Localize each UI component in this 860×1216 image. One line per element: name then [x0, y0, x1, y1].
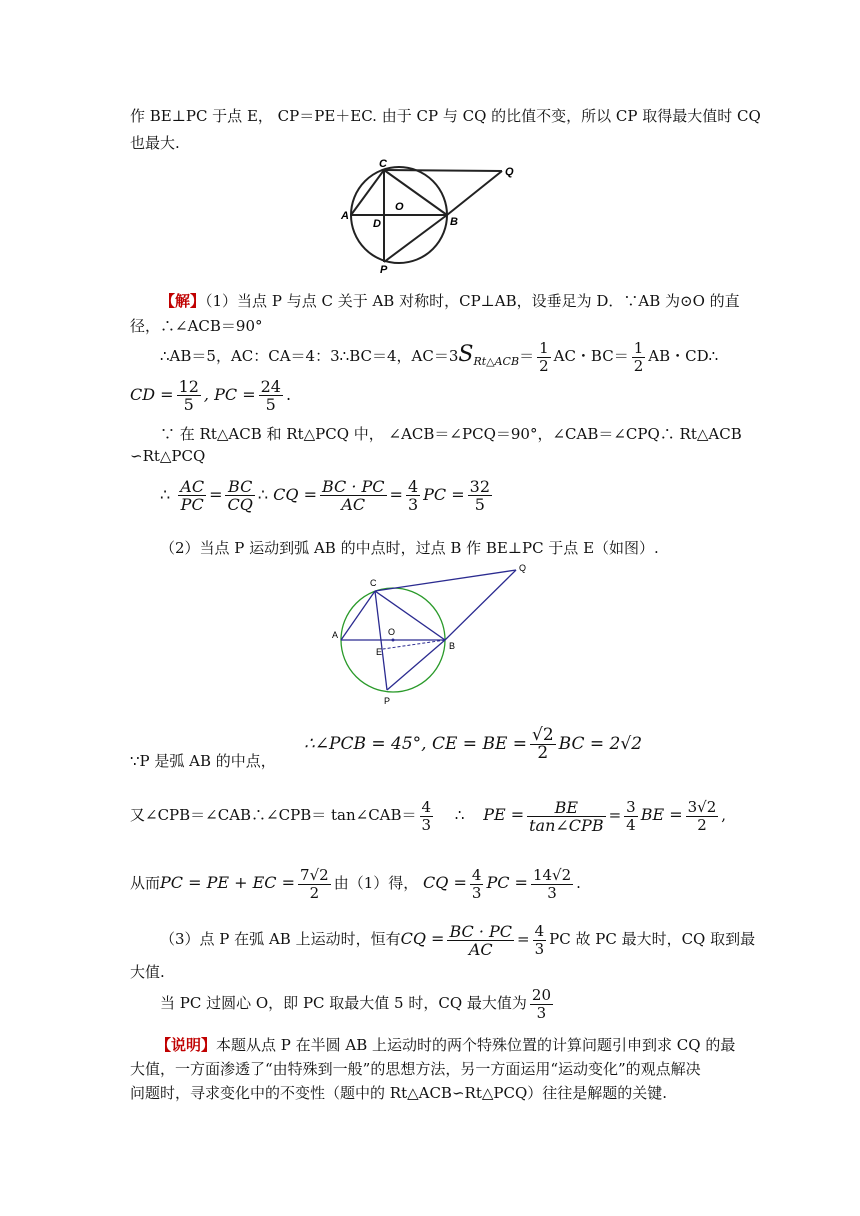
frac-4-3-c: $\frac{4}{3}$	[471, 865, 482, 902]
fig2-point-O	[392, 639, 395, 642]
fig2-label-Q: Q	[519, 563, 527, 573]
fig1-label-B: B	[450, 216, 458, 228]
frac-20-3: $\frac{20}{3}$	[531, 985, 551, 1022]
cq-eq-2: CQ =	[423, 873, 467, 892]
fig2-label-O: O	[388, 627, 396, 637]
solution-p2-formula	[304, 722, 642, 766]
frac-3sqrt2-2: $\frac{3√2}{2}$	[687, 797, 717, 834]
p3-line3-text: 当 PC 过圆心 O，即 PC 取最大值 5 时，CQ 最大值为	[160, 994, 527, 1012]
fig1-line-PB	[384, 215, 447, 262]
cd-label: CD =	[130, 385, 174, 404]
fig1-line-CB	[384, 170, 447, 215]
solution-p1-line-7	[160, 472, 495, 518]
comma-1: ,	[721, 806, 727, 824]
frac-32-5: $\frac{32}{5}$	[469, 477, 490, 514]
therefore-1: ∴	[160, 485, 171, 504]
p2-formula-a: ∴∠PCB = 45°, CE = BE =	[304, 734, 528, 754]
solution-p1-line-6: ∽Rt△PCQ	[130, 447, 206, 465]
frac-ac-pc: $\frac{AC}{PC}$	[180, 477, 205, 514]
frac-cd: $\frac{12}{5}$	[178, 377, 199, 414]
frac-3-4: $\frac{3}{4}$	[626, 797, 636, 834]
pc-eq: PC =	[423, 485, 465, 504]
fig1-label-D: D	[373, 218, 381, 230]
figure-2-diagram	[330, 558, 540, 718]
period-2: .	[576, 874, 581, 892]
pe-eq: PE =	[483, 805, 525, 824]
p1-line3-sub: Rt△ACB	[473, 355, 520, 368]
p1-line3-s: S	[458, 342, 474, 367]
eq-3: =	[608, 806, 622, 824]
eq-4: =	[517, 930, 530, 948]
p2-line3-b: ∴	[454, 806, 465, 824]
frac-bc-cq: $\frac{BC}{CQ}$	[227, 477, 253, 514]
note-line-1	[156, 1035, 735, 1055]
note-line-1-text: 本题从点 P 在半圆 AB 上运动时的两个特殊位置的计算问题引申到求 CQ 的最	[216, 1036, 736, 1054]
p2-line3-a: 又∠CPB＝∠CAB∴∠CPB＝ tan∠CAB＝	[130, 806, 417, 824]
period-1: .	[285, 385, 292, 404]
note-tag: 【说明】	[156, 1036, 217, 1054]
fig2-line-CB	[375, 591, 445, 640]
fig2-line-BQ	[445, 570, 516, 640]
therefore-2: ∴	[257, 485, 269, 504]
solution-p1-line-5: ∵ 在 Rt△ACB 和 Rt△PCQ 中， ∠ACB＝∠PCQ＝90°，∠CAB＝∠CPQ∴ Rt△ACB	[160, 425, 742, 443]
frac-pc: $\frac{24}{5}$	[260, 377, 281, 414]
frac-be-tan: $\frac{BE}{\text{tan∠CPB}}$	[529, 797, 604, 835]
p3-line1-a: （3）点 P 在弧 AB 上运动时，恒有	[160, 930, 401, 948]
note-line-3: 问题时，寻求变化中的不变性（题中的 Rt△ACB∽Rt△PCQ）往往是解题的关键.	[130, 1084, 668, 1102]
solution-p3-line-1	[160, 916, 755, 962]
fig1-label-Q: Q	[505, 166, 514, 178]
frac-4-3-d: $\frac{4}{3}$	[534, 921, 545, 958]
solution-p2-line-3	[130, 792, 726, 838]
p1-line3-a: ∴AB＝5，AC：CA＝4：3∴BC＝4，AC＝3	[160, 347, 459, 365]
p2-formula-b: BC = 2√2	[558, 734, 643, 754]
pc-eq-2: PC =	[486, 873, 528, 892]
solution-tag: 【解】	[160, 292, 206, 310]
p1-line3-c: ＝	[519, 347, 535, 365]
frac-half-2: $\frac{1}{2}$	[633, 338, 644, 375]
fig1-label-C: C	[379, 158, 387, 170]
fig2-label-C: C	[370, 578, 377, 588]
frac-7sqrt2-2: $\frac{7√2}{2}$	[300, 865, 329, 902]
p1-line3-d: AC・BC＝	[553, 347, 629, 365]
intro-line-1: 作 BE⊥PC 于点 E， CP＝PE＋EC. 由于 CP 与 CQ 的比值不变，所以 CP 取得最大值时 CQ	[130, 107, 761, 125]
fig2-line-PB	[387, 640, 445, 690]
p1-line3-e: AB・CD∴	[648, 347, 719, 365]
solution-p2-line-1: （2）当点 P 运动到弧 AB 的中点时，过点 B 作 BE⊥PC 于点 E（如图）.	[160, 539, 659, 557]
fig1-label-P: P	[380, 264, 388, 275]
fig2-line-CQ	[375, 570, 516, 591]
fig1-label-A: A	[341, 210, 349, 222]
figure-1-diagram	[330, 155, 530, 275]
solution-p3-line-2: 大值.	[130, 963, 165, 981]
solution-p1-line-1	[160, 291, 740, 311]
p2-line4-b: 由（1）得，	[333, 874, 419, 892]
frac-half-1: $\frac{1}{2}$	[539, 338, 549, 375]
pc-expr: PC = PE + EC =	[160, 873, 296, 892]
frac-sqrt2-2: $\frac{√2}{2}$	[532, 725, 554, 763]
frac-4-3: $\frac{4}{3}$	[407, 477, 419, 514]
be-eq: BE =	[640, 805, 683, 824]
cq-eq-3: CQ =	[400, 929, 445, 948]
frac-bcpc-ac: $\frac{BC \cdot PC}{AC}$	[321, 477, 385, 514]
eq-2: =	[389, 485, 403, 504]
fig2-label-B: B	[449, 641, 456, 651]
p2-line4-a: 从而	[130, 874, 161, 892]
solution-p1-line-4	[130, 375, 291, 415]
fig2-line-CA	[341, 591, 375, 640]
pc-label: , PC =	[203, 385, 256, 404]
cq-eq: CQ =	[273, 485, 317, 504]
solution-p1-line-1-text: （1）当点 P 与点 C 关于 AB 对称时，CP⊥AB，设垂足为 D．∵AB 为⊙O 的直	[205, 292, 740, 310]
fig1-line-BQ	[447, 171, 502, 215]
note-line-2: 大值，一方面渗透了“由特殊到一般”的思想方法，另一方面运用“运动变化”的观点解决	[130, 1060, 701, 1078]
fig1-line-CQ	[384, 170, 502, 171]
solution-p2-line-2: ∵P 是弧 AB 的中点，	[130, 752, 276, 770]
solution-p3-line-3	[160, 980, 556, 1026]
solution-p2-line-4	[130, 860, 581, 906]
p3-line1-b: PC 故 PC 最大时，CQ 取到最	[549, 930, 756, 948]
frac-bcpc-ac-2: $\frac{BC \cdot PC}{AC}$	[449, 921, 512, 959]
fig2-label-A: A	[332, 630, 339, 640]
fig1-label-O: O	[395, 201, 404, 213]
fig2-label-E: E	[376, 647, 383, 657]
frac-4-3-b: $\frac{4}{3}$	[421, 797, 432, 834]
solution-p1-line-2: 径，∴∠ACB＝90°	[130, 317, 263, 335]
fig2-label-P: P	[384, 696, 391, 706]
intro-line-2: 也最大.	[130, 134, 180, 152]
frac-14sqrt2-3: $\frac{14√2}{3}$	[532, 865, 572, 902]
eq-1: =	[209, 485, 223, 504]
